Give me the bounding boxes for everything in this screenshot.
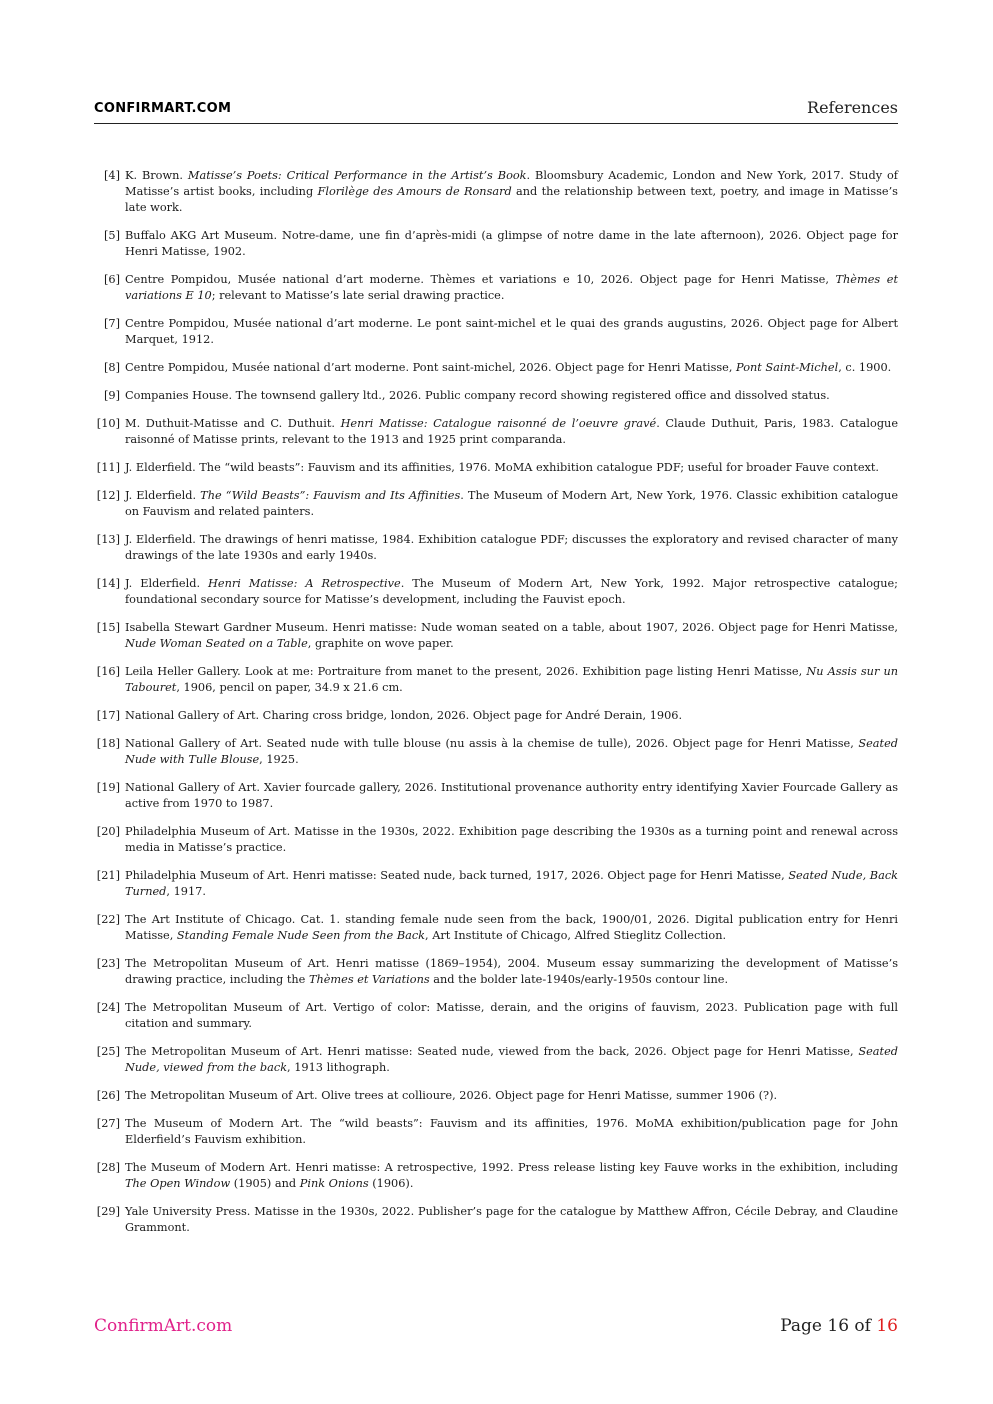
reference-text bbox=[125, 577, 898, 606]
reference-item bbox=[94, 228, 898, 260]
reference-item bbox=[94, 868, 898, 900]
reference-title-italic: Matisse’s Poets: Critical Performance in the Artist’s Book bbox=[187, 169, 527, 182]
reference-text bbox=[125, 665, 898, 694]
reference-text bbox=[125, 1117, 898, 1146]
reference-item bbox=[94, 1160, 898, 1192]
reference-text-segment: The Museum of Modern Art. Henri matisse: A retrospective, 1992. Press release listing key Fauve works in the exhibition, including bbox=[125, 1161, 898, 1174]
page-total-link[interactable]: 16 bbox=[876, 1316, 898, 1336]
reference-text-segment: and the bolder late-1940s/early-1950s contour line. bbox=[429, 973, 729, 986]
reference-text-segment: and the relationship between text, poetry, and image in Matisse’s late work. bbox=[125, 185, 898, 214]
reference-text-segment: , 1906, pencil on paper, 34.9 x 21.6 cm. bbox=[176, 681, 403, 694]
reference-item bbox=[94, 168, 898, 216]
reference-item bbox=[94, 460, 898, 476]
reference-title-italic: Florilège des Amours de Ronsard bbox=[317, 185, 512, 198]
reference-text bbox=[125, 913, 898, 942]
page-number bbox=[780, 1316, 898, 1336]
reference-text bbox=[125, 533, 898, 562]
reference-text bbox=[125, 273, 898, 302]
footer-brand-link[interactable]: ConfirmArt.com bbox=[94, 1316, 233, 1336]
reference-text bbox=[125, 709, 682, 722]
reference-text bbox=[125, 825, 898, 854]
reference-number: [12] bbox=[96, 489, 120, 502]
reference-title-italic: Seated Nude with Tulle Blouse bbox=[125, 737, 898, 766]
reference-text-segment: . The Museum of Modern Art, New York, 1992. Major retrospective catalogue; foundational secondary source for Matisse’s development, including the Fauvist epoch. bbox=[125, 577, 898, 606]
reference-text-segment: National Gallery of Art. Charing cross bridge, london, 2026. Object page for André Derain, 1906. bbox=[125, 709, 683, 722]
reference-item bbox=[94, 316, 898, 348]
reference-item bbox=[94, 956, 898, 988]
reference-title-italic: The Open Window bbox=[125, 1177, 231, 1190]
reference-number: [5] bbox=[103, 229, 120, 242]
reference-text bbox=[125, 1001, 898, 1030]
reference-text-segment: , graphite on wove paper. bbox=[307, 637, 454, 650]
reference-text bbox=[125, 1205, 898, 1234]
reference-item bbox=[94, 620, 898, 652]
reference-text bbox=[125, 957, 898, 986]
reference-item bbox=[94, 532, 898, 564]
reference-number: [26] bbox=[96, 1089, 120, 1102]
page-header bbox=[94, 96, 898, 124]
reference-item bbox=[94, 360, 898, 376]
header-title: References bbox=[807, 98, 898, 117]
reference-item bbox=[94, 912, 898, 944]
reference-text bbox=[125, 489, 898, 518]
reference-text bbox=[125, 389, 830, 402]
reference-text-segment: K. Brown. bbox=[125, 169, 188, 182]
reference-number: [22] bbox=[96, 913, 120, 926]
reference-text-segment: J. Elderfield. bbox=[125, 489, 201, 502]
reference-number: [8] bbox=[103, 361, 120, 374]
reference-text-segment: National Gallery of Art. Xavier fourcade gallery, 2026. Institutional provenance authority entry identifying Xavier Fourcade Gallery as active from 1970 to 1987. bbox=[125, 781, 898, 810]
reference-text bbox=[125, 169, 898, 214]
reference-item bbox=[94, 824, 898, 856]
reference-item bbox=[94, 1204, 898, 1236]
reference-title-italic: Thèmes et variations E 10 bbox=[125, 273, 898, 302]
reference-title-italic: Henri Matisse: Catalogue raisonné de l’oeuvre gravé bbox=[340, 417, 657, 430]
reference-number: [18] bbox=[96, 737, 120, 750]
reference-text-segment: J. Elderfield. bbox=[125, 577, 209, 590]
reference-title-italic: Seated Nude, viewed from the back bbox=[125, 1045, 898, 1074]
reference-text-segment: The Metropolitan Museum of Art. Olive trees at collioure, 2026. Object page for Henri Matisse, summer 1906 (?). bbox=[125, 1089, 778, 1102]
reference-number: [17] bbox=[96, 709, 120, 722]
reference-number: [13] bbox=[96, 533, 120, 546]
reference-text-segment: (1905) and bbox=[230, 1177, 300, 1190]
reference-text-segment: Buffalo AKG Art Museum. Notre-dame, une fin d’après-midi (a glimpse of notre dame in the late afternoon), 2026. Object page for Henri Matisse, 1902. bbox=[125, 229, 898, 258]
brand-logo: CONFIRMART.COM bbox=[94, 101, 232, 116]
reference-text-segment: Leila Heller Gallery. Look at me: Portraiture from manet to the present, 2026. Exhibition page listing Henri Matisse, bbox=[125, 665, 807, 678]
reference-number: [4] bbox=[103, 169, 120, 182]
reference-number: [24] bbox=[96, 1001, 120, 1014]
reference-title-italic: Seated Nude, Back Turned bbox=[125, 869, 898, 898]
reference-text-segment: Centre Pompidou, Musée national d’art moderne. Pont saint-michel, 2026. Object page for Henri Matisse, bbox=[125, 361, 737, 374]
reference-item bbox=[94, 780, 898, 812]
reference-text bbox=[125, 1161, 898, 1190]
reference-item bbox=[94, 664, 898, 696]
reference-text bbox=[125, 417, 898, 446]
reference-title-italic: Standing Female Nude Seen from the Back bbox=[176, 929, 426, 942]
reference-item bbox=[94, 416, 898, 448]
reference-item bbox=[94, 488, 898, 520]
reference-item bbox=[94, 1116, 898, 1148]
reference-text-segment: ; relevant to Matisse’s late serial drawing practice. bbox=[211, 289, 505, 302]
reference-number: [19] bbox=[96, 781, 120, 794]
reference-number: [21] bbox=[96, 869, 120, 882]
reference-text bbox=[125, 1089, 777, 1102]
reference-number: [20] bbox=[96, 825, 120, 838]
reference-list bbox=[94, 168, 898, 1248]
reference-title-italic: The “Wild Beasts”: Fauvism and Its Affinities bbox=[200, 489, 461, 502]
reference-text-segment: . The Museum of Modern Art, New York, 1976. Classic exhibition catalogue on Fauvism and related painters. bbox=[125, 489, 899, 518]
reference-text bbox=[125, 1045, 898, 1074]
reference-text bbox=[125, 361, 891, 374]
reference-number: [16] bbox=[96, 665, 120, 678]
reference-text bbox=[125, 317, 898, 346]
reference-title-italic: Nude Woman Seated on a Table bbox=[125, 637, 308, 650]
reference-text-segment: The Art Institute of Chicago. Cat. 1. standing female nude seen from the back, 1900/01, 2026. Digital publication entry for Henri Matisse, bbox=[125, 913, 898, 942]
reference-text-segment: M. Duthuit-Matisse and C. Duthuit. bbox=[125, 417, 341, 430]
reference-text-segment: National Gallery of Art. Seated nude with tulle blouse (nu assis à la chemise de tulle), 2026. Object page for Henri Matisse, bbox=[125, 737, 859, 750]
reference-item bbox=[94, 1044, 898, 1076]
reference-item bbox=[94, 272, 898, 304]
reference-text-segment: , 1925. bbox=[259, 753, 299, 766]
reference-item bbox=[94, 1000, 898, 1032]
reference-number: [15] bbox=[96, 621, 120, 634]
reference-text-segment: Companies House. The townsend gallery ltd., 2026. Public company record showing registered office and dissolved status. bbox=[125, 389, 830, 402]
page-number-prefix: Page 16 of bbox=[780, 1316, 877, 1336]
reference-text-segment: Centre Pompidou, Musée national d’art moderne. Thèmes et variations e 10, 2026. Object page for Henri Matisse, bbox=[125, 273, 836, 286]
reference-text-segment: The Metropolitan Museum of Art. Henri matisse (1869–1954), 2004. Museum essay summarizing the development of Matisse’s drawing practice, including the bbox=[125, 957, 898, 986]
reference-text-segment: . Claude Duthuit, Paris, 1983. Catalogue raisonné of Matisse prints, relevant to the 1913 and 1925 print comparanda. bbox=[125, 417, 899, 446]
reference-number: [9] bbox=[103, 389, 120, 402]
reference-title-italic: Pont Saint-Michel bbox=[736, 361, 839, 374]
reference-text-segment: Philadelphia Museum of Art. Henri matisse: Seated nude, back turned, 1917, 2026. Object page for Henri Matisse, bbox=[125, 869, 789, 882]
reference-item bbox=[94, 708, 898, 724]
reference-text-segment: , 1913 lithograph. bbox=[287, 1061, 390, 1074]
reference-number: [25] bbox=[96, 1045, 120, 1058]
reference-text-segment: The Metropolitan Museum of Art. Vertigo of color: Matisse, derain, and the origins of fauvism, 2023. Publication page with full citation and summary. bbox=[125, 1001, 898, 1030]
reference-number: [11] bbox=[96, 461, 120, 474]
reference-text bbox=[125, 621, 898, 650]
reference-item bbox=[94, 576, 898, 608]
reference-text-segment: . Bloomsbury Academic, London and New York, 2017. Study of Matisse’s artist books, including bbox=[125, 169, 898, 198]
reference-text-segment: (1906). bbox=[368, 1177, 414, 1190]
reference-text-segment: The Museum of Modern Art. The “wild beasts”: Fauvism and its affinities, 1976. MoMA exhibition/publication page for John Elderfield’s Fauvism exhibition. bbox=[125, 1117, 898, 1146]
reference-text-segment: , 1917. bbox=[166, 885, 206, 898]
reference-number: [28] bbox=[96, 1161, 120, 1174]
reference-number: [29] bbox=[96, 1205, 120, 1218]
reference-title-italic: Nu Assis sur un Tabouret bbox=[125, 665, 899, 694]
reference-text-segment: Centre Pompidou, Musée national d’art moderne. Le pont saint-michel et le quai des grands augustins, 2026. Object page for Albert Marquet, 1912. bbox=[125, 317, 898, 346]
reference-text-segment: Yale University Press. Matisse in the 1930s, 2022. Publisher’s page for the catalogue by Matthew Affron, Cécile Debray, and Claudine Grammont. bbox=[125, 1205, 898, 1234]
reference-text-segment: Isabella Stewart Gardner Museum. Henri matisse: Nude woman seated on a table, about 1907, 2026. Object page for Henri Matisse, bbox=[125, 621, 898, 634]
reference-title-italic: Henri Matisse: A Retrospective bbox=[208, 577, 401, 590]
reference-text-segment: J. Elderfield. The “wild beasts”: Fauvism and its affinities, 1976. MoMA exhibition catalogue PDF; useful for broader Fauve context. bbox=[125, 461, 880, 474]
reference-number: [14] bbox=[96, 577, 120, 590]
reference-number: [27] bbox=[96, 1117, 120, 1130]
reference-number: [23] bbox=[96, 957, 120, 970]
reference-item bbox=[94, 736, 898, 768]
reference-title-italic: Thèmes et Variations bbox=[308, 973, 430, 986]
reference-text-segment: The Metropolitan Museum of Art. Henri matisse: Seated nude, viewed from the back, 2026. Object page for Henri Matisse, bbox=[125, 1045, 859, 1058]
reference-title-italic: Pink Onions bbox=[299, 1177, 369, 1190]
reference-text bbox=[125, 781, 898, 810]
reference-text bbox=[125, 461, 879, 474]
reference-number: [10] bbox=[96, 417, 120, 430]
reference-text bbox=[125, 869, 898, 898]
reference-text-segment: , c. 1900. bbox=[838, 361, 892, 374]
reference-text-segment: Philadelphia Museum of Art. Matisse in the 1930s, 2022. Exhibition page describing the 1930s as a turning point and renewal across media in Matisse’s practice. bbox=[125, 825, 898, 854]
reference-number: [6] bbox=[103, 273, 120, 286]
reference-item bbox=[94, 388, 898, 404]
reference-text bbox=[125, 737, 898, 766]
reference-text-segment: , Art Institute of Chicago, Alfred Stieglitz Collection. bbox=[425, 929, 727, 942]
reference-text-segment: J. Elderfield. The drawings of henri matisse, 1984. Exhibition catalogue PDF; discusses the exploratory and revised character of many drawings of the late 1930s and early 1940s. bbox=[125, 533, 898, 562]
reference-number: [7] bbox=[103, 317, 120, 330]
reference-text bbox=[125, 229, 898, 258]
reference-item bbox=[94, 1088, 898, 1104]
